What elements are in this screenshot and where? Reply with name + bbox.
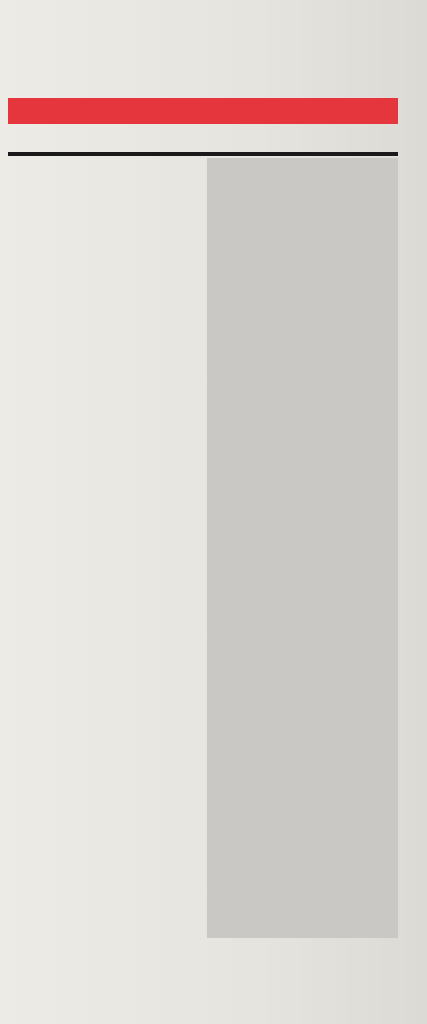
legend-row [8, 946, 398, 956]
left-column-header [8, 158, 205, 180]
right-column-shading [207, 158, 398, 938]
legend [8, 946, 398, 996]
legend-row [8, 956, 398, 966]
legend-row [8, 976, 398, 986]
title-rule [8, 152, 398, 156]
midway-logo-band [8, 98, 398, 124]
legend-row [8, 966, 398, 976]
right-column-header [209, 158, 398, 180]
legend-row [8, 986, 398, 996]
